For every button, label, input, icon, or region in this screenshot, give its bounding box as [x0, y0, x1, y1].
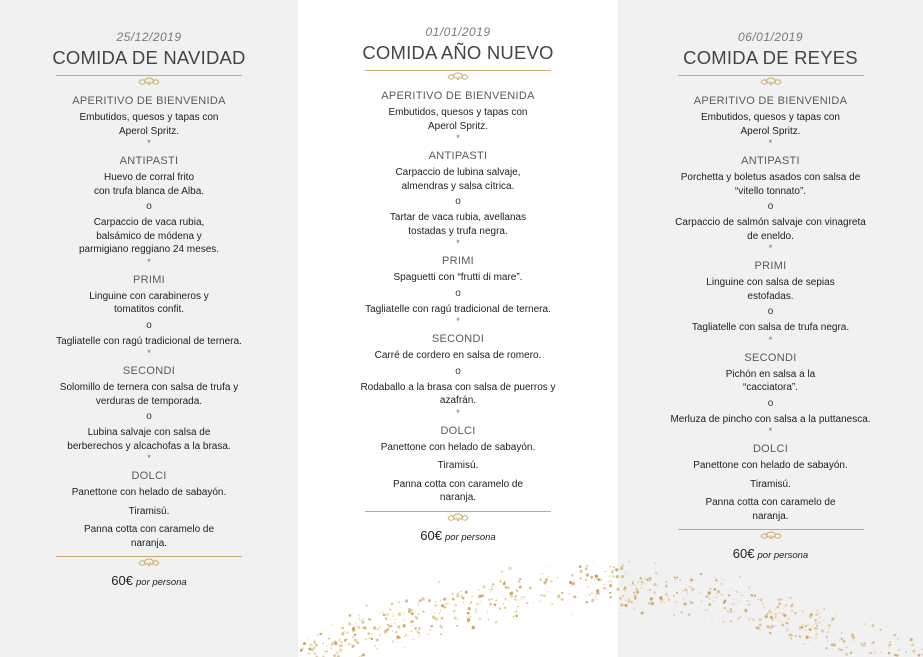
course-heading: SECONDI — [122, 365, 176, 377]
price-amount: 60€ — [111, 573, 133, 588]
flourish-icon — [136, 76, 162, 88]
alternative-separator: o — [767, 201, 774, 212]
price-note: por persona — [445, 531, 496, 543]
price-note: por persona — [757, 550, 809, 561]
dish-item: Tagliatelle con ragú tradicional de ternera. — [365, 303, 551, 315]
price-note: por persona — [136, 577, 187, 588]
price — [618, 546, 923, 561]
course-separator: * — [768, 138, 773, 148]
course-heading: DOLCI — [131, 470, 167, 482]
dish-item: Panettone con helado de sabayón. — [693, 460, 848, 471]
course-heading: SECONDI — [744, 351, 797, 364]
ornament-divider — [56, 556, 242, 570]
dish-item: Huevo de corral frito con trufa blanca de Alba. — [93, 172, 205, 197]
course-separator: * — [147, 453, 151, 463]
menu-title: COMIDA DE REYES — [683, 47, 858, 68]
course-separator: * — [768, 334, 773, 345]
course-separator: * — [456, 316, 460, 326]
alternative-separator: o — [146, 319, 152, 331]
course-separator: * — [147, 348, 151, 358]
price — [298, 528, 618, 543]
course-heading: ANTIPASTI — [741, 155, 800, 167]
dish-item: Tiramisú. — [437, 460, 479, 471]
menu-title: COMIDA AÑO NUEVO — [362, 42, 554, 63]
flourish-icon — [445, 512, 471, 524]
course-heading: APERITIVO DE BIENVENIDA — [693, 95, 848, 107]
alternative-separator: o — [767, 397, 774, 409]
dish-item: Embutidos, quesos y tapas con Aperol Spritz. — [701, 112, 840, 137]
course-separator: * — [456, 133, 460, 143]
dish-item: Porchetta y boletus asados con salsa de “vitello tonnato”. — [680, 172, 861, 197]
course-separator: * — [147, 256, 151, 267]
course-separator: * — [147, 138, 151, 148]
flourish-icon — [445, 71, 471, 83]
course-separator: * — [768, 243, 773, 253]
flourish-icon — [136, 557, 162, 569]
course-separator: * — [456, 407, 460, 418]
dish-item: Panna cotta con caramelo de naranja. — [392, 478, 524, 503]
course-heading: DOLCI — [752, 443, 789, 455]
ornament-divider — [678, 75, 864, 89]
dish-item: Carré de cordero en salsa de romero. — [374, 350, 542, 361]
menu-card-ano-nuevo — [298, 0, 618, 657]
ornament-divider — [365, 511, 551, 525]
dish-item: Spaguetti con “frutti di mare”. — [393, 272, 523, 283]
dish-item: Carpaccio de vaca rubia, balsámico de módena y parmigiano reggiano 24 meses. — [78, 217, 220, 255]
dish-item: Tagliatelle con ragú tradicional de ternera. — [56, 335, 242, 347]
menu-date: 06/01/2019 — [737, 30, 804, 44]
dish-item: Tiramisú. — [750, 478, 791, 490]
dish-item: Pichón en salsa a la “cacciatora”. — [725, 368, 816, 393]
dish-item: Rodaballo a la brasa con salsa de puerros y azafrán. — [360, 381, 556, 406]
menu-title: COMIDA DE NAVIDAD — [52, 47, 246, 68]
course-heading: PRIMI — [132, 273, 166, 286]
course-heading: PRIMI — [441, 255, 475, 267]
dish-item: Embutidos, quesos y tapas con Aperol Spritz. — [79, 112, 219, 137]
price-amount: 60€ — [732, 546, 755, 561]
dish-item: Lubina salvaje con salsa de berberechos y alcachofas a la brasa. — [67, 427, 231, 452]
course-separator: * — [456, 238, 460, 248]
dish-item: Panna cotta con caramelo de naranja. — [83, 524, 215, 549]
dish-item: Linguine con salsa de sepias estofadas. — [706, 277, 835, 302]
course-heading: ANTIPASTI — [119, 155, 179, 167]
alternative-separator: o — [455, 365, 461, 377]
course-heading: ANTIPASTI — [428, 150, 488, 162]
ornament-divider — [678, 529, 864, 543]
ornament-divider — [365, 70, 551, 84]
dish-item: Panna cotta con caramelo de naranja. — [705, 497, 836, 522]
dish-item: Tartar de vaca rubia, avellanas tostadas y trufa negra. — [389, 212, 527, 237]
course-heading: APERITIVO DE BIENVENIDA — [72, 95, 226, 107]
dish-item: Carpaccio de salmón salvaje con vinagreta de eneldo. — [675, 217, 866, 242]
menu-date: 25/12/2019 — [116, 30, 182, 44]
course-heading: APERITIVO DE BIENVENIDA — [381, 90, 535, 102]
dish-item: Panettone con helado de sabayón. — [71, 487, 227, 498]
menu-card-reyes — [618, 0, 923, 657]
course-heading: PRIMI — [754, 260, 787, 272]
ornament-divider — [56, 75, 242, 89]
course-heading: SECONDI — [431, 333, 485, 345]
alternative-separator: o — [455, 196, 461, 207]
alternative-separator: o — [146, 411, 152, 422]
dish-item: Linguine con carabineros y tomatitos confit. — [89, 290, 209, 315]
menu-date: 01/01/2019 — [425, 25, 491, 39]
price — [0, 573, 298, 588]
alternative-separator: o — [146, 201, 152, 212]
dish-item: Solomillo de ternera con salsa de trufa y verduras de temporada. — [59, 382, 239, 407]
flourish-icon — [758, 530, 784, 542]
dish-item: Tiramisú. — [128, 505, 170, 517]
course-heading: DOLCI — [440, 424, 476, 437]
price-amount: 60€ — [420, 527, 442, 543]
dish-item: Merluza de pincho con salsa a la puttanesca. — [670, 413, 871, 425]
dish-item: Panettone con helado de sabayón. — [380, 441, 536, 453]
alternative-separator: o — [767, 306, 774, 317]
course-separator: * — [768, 426, 773, 436]
dish-item: Carpaccio de lubina salvaje, almendras y salsa cítrica. — [395, 167, 521, 192]
dish-item: Tagliatelle con salsa de trufa negra. — [691, 322, 850, 333]
dish-item: Embutidos, quesos y tapas con Aperol Spritz. — [388, 107, 528, 132]
flourish-icon — [758, 76, 784, 88]
alternative-separator: o — [455, 287, 461, 299]
menu-card-navidad — [0, 0, 298, 657]
